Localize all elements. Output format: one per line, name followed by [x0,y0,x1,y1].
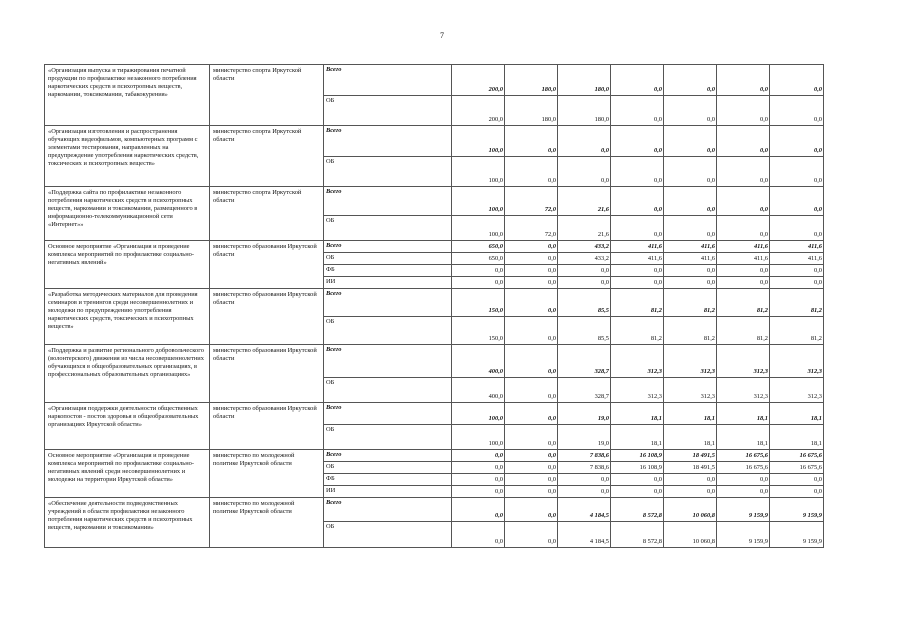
amount-cell: 0,0 [505,378,558,403]
executor: министерство образования Иркутской области [210,345,324,403]
amount-cell: 312,3 [611,378,664,403]
amount-cell: 9 159,9 [717,522,770,548]
executor: министерство образования Иркутской области [210,241,324,289]
amount-cell: 9 159,9 [770,498,824,522]
amount-cell: 18,1 [770,425,824,450]
amount-cell: 0,0 [770,126,824,157]
amount-cell: 19,0 [558,425,611,450]
amount-cell: 0,0 [611,474,664,486]
funding-table [44,64,824,548]
funding-source: ИИ [324,486,452,498]
amount-cell: 0,0 [611,265,664,277]
amount-cell: 81,2 [611,289,664,317]
amount-cell: 0,0 [505,157,558,187]
amount-cell: 18,1 [664,425,717,450]
amount-cell: 400,0 [452,378,505,403]
table-row [45,289,824,317]
amount-cell: 0,0 [717,157,770,187]
amount-cell: 0,0 [717,65,770,96]
amount-cell: 0,0 [717,126,770,157]
page-number: 7 [440,31,444,40]
amount-cell: 18,1 [611,403,664,425]
amount-cell: 411,6 [770,253,824,265]
amount-cell: 0,0 [505,241,558,253]
amount-cell: 0,0 [664,96,717,126]
amount-cell: 0,0 [452,522,505,548]
amount-cell: 0,0 [664,187,717,216]
amount-cell: 0,0 [717,96,770,126]
amount-cell: 411,6 [611,253,664,265]
amount-cell: 0,0 [611,216,664,241]
amount-cell: 8 572,8 [611,498,664,522]
amount-cell: 18,1 [717,403,770,425]
amount-cell: 0,0 [717,277,770,289]
amount-cell: 81,2 [770,289,824,317]
amount-cell: 0,0 [770,216,824,241]
amount-cell: 18,1 [664,403,717,425]
amount-cell: 85,5 [558,317,611,345]
amount-cell: 0,0 [664,265,717,277]
amount-cell: 0,0 [505,425,558,450]
amount-cell: 100,0 [452,126,505,157]
amount-cell: 81,2 [664,317,717,345]
amount-cell: 312,3 [770,378,824,403]
table-row [45,450,824,462]
amount-cell: 0,0 [452,462,505,474]
amount-cell: 411,6 [664,253,717,265]
amount-cell: 0,0 [664,65,717,96]
amount-cell: 0,0 [770,474,824,486]
amount-cell: 0,0 [558,265,611,277]
amount-cell: 0,0 [558,277,611,289]
amount-cell: 0,0 [505,345,558,378]
amount-cell: 21,6 [558,216,611,241]
amount-cell: 0,0 [664,157,717,187]
amount-cell: 180,0 [558,96,611,126]
executor: министерство образования Иркутской области [210,289,324,345]
amount-cell: 9 159,9 [717,498,770,522]
amount-cell: 0,0 [717,265,770,277]
amount-cell: 18,1 [770,403,824,425]
amount-cell: 200,0 [452,96,505,126]
amount-cell: 180,0 [505,65,558,96]
amount-cell: 16 675,6 [717,450,770,462]
activity-name: «Обеспечение деятельности подведомственных учреждений в области профилактики незаконного потребления наркотических средств и психотропных веществ, наркомании и токсикомании» [45,498,210,548]
amount-cell: 81,2 [717,289,770,317]
table-row [45,403,824,425]
amount-cell: 18 491,5 [664,450,717,462]
amount-cell: 433,2 [558,253,611,265]
amount-cell: 433,2 [558,241,611,253]
amount-cell: 7 838,6 [558,450,611,462]
activity-name: «Организация выпуска и тиражирования печатной продукции по профилактике незаконного потребления наркотических средств и психотропных веществ, наркомании, токсикомании, табакокурения» [45,65,210,126]
funding-source: ОБ [324,425,452,450]
table-row [45,65,824,96]
amount-cell: 0,0 [505,317,558,345]
amount-cell: 0,0 [505,253,558,265]
amount-cell: 411,6 [717,253,770,265]
amount-cell: 21,6 [558,187,611,216]
funding-source: Всего [324,241,452,253]
amount-cell: 400,0 [452,345,505,378]
amount-cell: 100,0 [452,157,505,187]
amount-cell: 180,0 [505,96,558,126]
amount-cell: 150,0 [452,289,505,317]
executor: министерство спорта Иркутской области [210,187,324,241]
amount-cell: 0,0 [611,486,664,498]
amount-cell: 16 675,6 [770,450,824,462]
funding-source: Всего [324,345,452,378]
funding-source: ФБ [324,265,452,277]
amount-cell: 72,0 [505,216,558,241]
amount-cell: 16 675,6 [717,462,770,474]
activity-name: «Поддержка сайта по профилактике незаконного потребления наркотических средств и психотропных веществ, наркомании и токсикомании, размещенного в информационно-телекоммуникационной сети «Интернет»» [45,187,210,241]
amount-cell: 18,1 [611,425,664,450]
funding-source: ОБ [324,378,452,403]
amount-cell: 0,0 [558,126,611,157]
funding-source: ОБ [324,522,452,548]
activity-name: «Организация изготовления и распространения обучающих видеофильмов, компьютерных программ с элементами тестирования, направленных на предупреждение употребления наркотических средств, токсических и психотропных веществ» [45,126,210,187]
amount-cell: 0,0 [452,450,505,462]
amount-cell: 0,0 [770,277,824,289]
amount-cell: 0,0 [717,474,770,486]
amount-cell: 650,0 [452,241,505,253]
amount-cell: 0,0 [558,474,611,486]
amount-cell: 0,0 [452,498,505,522]
funding-source: ОБ [324,253,452,265]
amount-cell: 81,2 [770,317,824,345]
amount-cell: 0,0 [452,486,505,498]
amount-cell: 328,7 [558,378,611,403]
amount-cell: 81,2 [717,317,770,345]
funding-source: ОБ [324,216,452,241]
amount-cell: 0,0 [611,187,664,216]
amount-cell: 180,0 [558,65,611,96]
amount-cell: 0,0 [770,157,824,187]
amount-cell: 0,0 [770,265,824,277]
amount-cell: 100,0 [452,425,505,450]
funding-source: ОБ [324,96,452,126]
amount-cell: 19,0 [558,403,611,425]
activity-name: Основное мероприятие «Организация и проведение комплекса мероприятий по профилактике социально-негативных явлений» [45,241,210,289]
table-row [45,498,824,522]
amount-cell: 100,0 [452,403,505,425]
amount-cell: 0,0 [505,474,558,486]
amount-cell: 312,3 [664,378,717,403]
activity-name: «Поддержка и развитие регионального добровольческого (волонтерского) движения из числа несовершеннолетних обучающихся в общеобразовательных организациях, в профессиональных образовательных организациях» [45,345,210,403]
amount-cell: 0,0 [611,157,664,187]
executor: министерство по молодежной политике Иркутской области [210,450,324,498]
amount-cell: 0,0 [505,498,558,522]
amount-cell: 0,0 [505,277,558,289]
amount-cell: 8 572,8 [611,522,664,548]
table-row [45,345,824,378]
amount-cell: 16 108,9 [611,462,664,474]
amount-cell: 0,0 [505,462,558,474]
amount-cell: 411,6 [664,241,717,253]
amount-cell: 0,0 [505,522,558,548]
table-row [45,241,824,253]
amount-cell: 312,3 [717,378,770,403]
funding-source: Всего [324,187,452,216]
amount-cell: 200,0 [452,65,505,96]
executor: министерство спорта Иркутской области [210,126,324,187]
funding-source: Всего [324,403,452,425]
executor: министерство образования Иркутской области [210,403,324,450]
funding-source: ОБ [324,157,452,187]
activity-name: «Разработка методических материалов для проведения семинаров и тренингов среди несовершеннолетних и молодежи по предупреждению употребления наркотических средств, токсических и психотропных веществ» [45,289,210,345]
amount-cell: 18 491,5 [664,462,717,474]
amount-cell: 0,0 [505,450,558,462]
amount-cell: 100,0 [452,216,505,241]
executor: министерство спорта Иркутской области [210,65,324,126]
amount-cell: 411,6 [717,241,770,253]
amount-cell: 0,0 [611,96,664,126]
amount-cell: 18,1 [717,425,770,450]
activity-name: «Организация поддержки деятельности общественных наркопостов - постов здоровья в общеобразовательных организациях Иркутской области» [45,403,210,450]
amount-cell: 7 838,6 [558,462,611,474]
amount-cell: 100,0 [452,187,505,216]
amount-cell: 312,3 [717,345,770,378]
amount-cell: 0,0 [717,187,770,216]
amount-cell: 0,0 [664,474,717,486]
amount-cell: 0,0 [611,65,664,96]
amount-cell: 0,0 [611,126,664,157]
amount-cell: 0,0 [717,486,770,498]
amount-cell: 312,3 [770,345,824,378]
amount-cell: 81,2 [611,317,664,345]
amount-cell: 411,6 [770,241,824,253]
amount-cell: 312,3 [664,345,717,378]
funding-source: Всего [324,289,452,317]
amount-cell: 150,0 [452,317,505,345]
amount-cell: 0,0 [611,277,664,289]
amount-cell: 0,0 [505,486,558,498]
amount-cell: 0,0 [770,486,824,498]
amount-cell: 0,0 [717,216,770,241]
amount-cell: 16 675,6 [770,462,824,474]
amount-cell: 0,0 [664,486,717,498]
amount-cell: 0,0 [664,126,717,157]
amount-cell: 0,0 [770,96,824,126]
amount-cell: 0,0 [505,126,558,157]
amount-cell: 4 184,5 [558,498,611,522]
amount-cell: 0,0 [664,216,717,241]
amount-cell: 0,0 [452,265,505,277]
amount-cell: 0,0 [452,277,505,289]
funding-source: Всего [324,498,452,522]
funding-source: ФБ [324,474,452,486]
amount-cell: 85,5 [558,289,611,317]
amount-cell: 0,0 [505,289,558,317]
funding-source: Всего [324,65,452,96]
amount-cell: 81,2 [664,289,717,317]
amount-cell: 0,0 [505,265,558,277]
amount-cell: 0,0 [558,157,611,187]
funding-source: ОБ [324,317,452,345]
amount-cell: 0,0 [505,403,558,425]
table-row [45,126,824,157]
amount-cell: 0,0 [452,474,505,486]
amount-cell: 4 184,5 [558,522,611,548]
funding-source: Всего [324,450,452,462]
amount-cell: 72,0 [505,187,558,216]
amount-cell: 0,0 [770,65,824,96]
amount-cell: 328,7 [558,345,611,378]
amount-cell: 312,3 [611,345,664,378]
amount-cell: 0,0 [664,277,717,289]
amount-cell: 9 159,9 [770,522,824,548]
amount-cell: 16 108,9 [611,450,664,462]
amount-cell: 650,0 [452,253,505,265]
amount-cell: 411,6 [611,241,664,253]
amount-cell: 10 060,8 [664,498,717,522]
activity-name: Основное мероприятие «Организация и проведение комплекса мероприятий по профилактике социально-негативных явлений среди несовершеннолетних и молодежи на территории Иркутской области» [45,450,210,498]
executor: министерство по молодежной политике Иркутской области [210,498,324,548]
amount-cell: 0,0 [558,486,611,498]
funding-source: ИИ [324,277,452,289]
funding-source: ОБ [324,462,452,474]
amount-cell: 0,0 [770,187,824,216]
amount-cell: 10 060,8 [664,522,717,548]
funding-source: Всего [324,126,452,157]
table-row [45,187,824,216]
